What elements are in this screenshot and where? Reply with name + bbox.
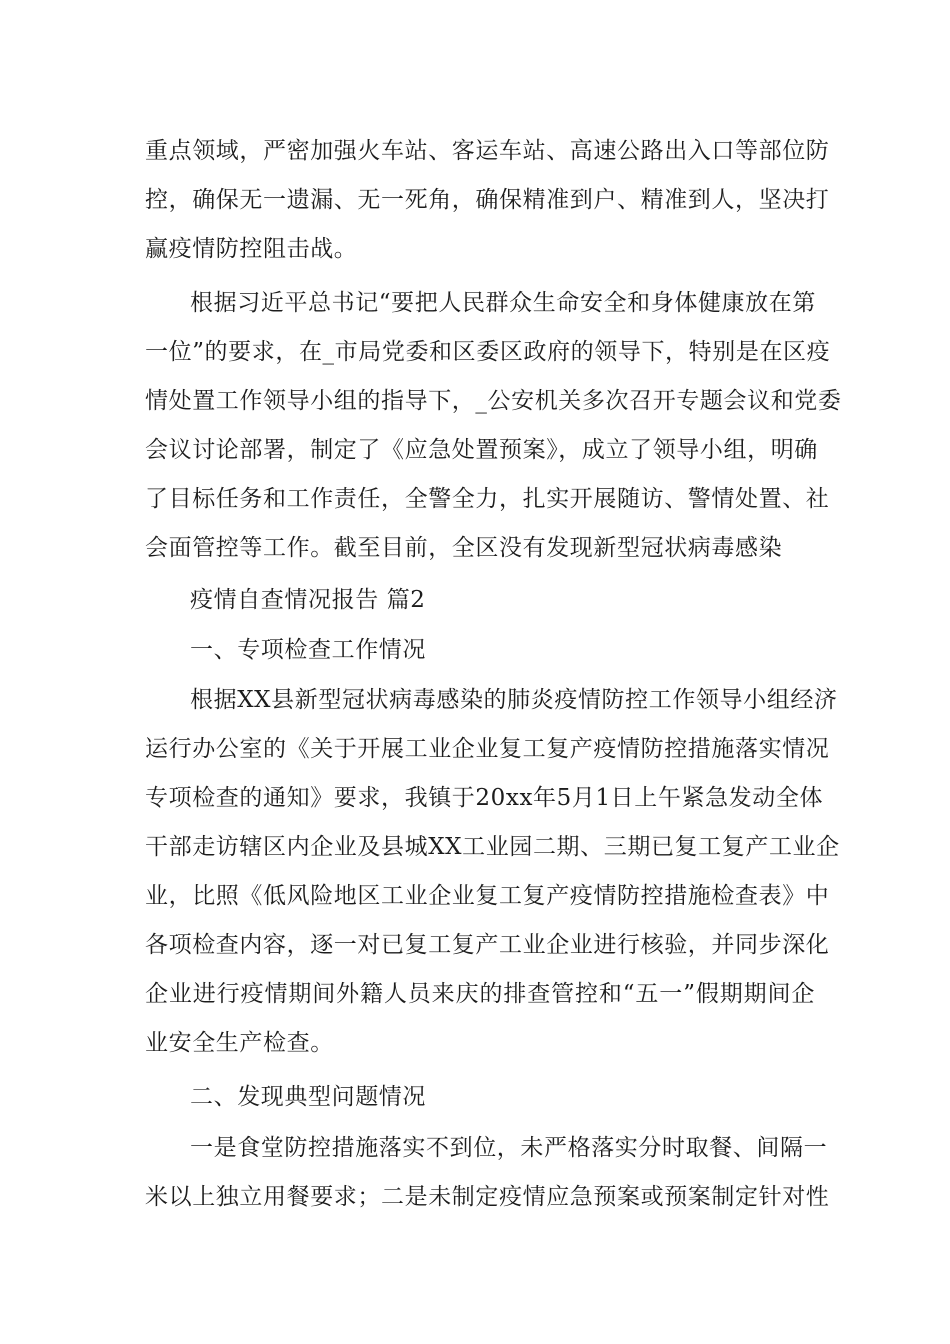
text-line-2: 控，确保无一遗漏、无一死角，确保精准到户、精准到人，坚决打: [145, 187, 830, 213]
text-line-7: 会议讨论部署，制定了《应急处置预案》，成立了领导小组，明确: [145, 437, 818, 463]
text-line-3: 赢疫情防控阻击战。: [145, 236, 358, 262]
text-line-17: 各项检查内容，逐一对已复工复产工业企业进行核验，并同步深化: [145, 932, 830, 958]
text-line-15: 干部走访辖区内企业及县城XX工业园二期、三期已复工复产工业企: [145, 834, 840, 860]
text-line-14: 专项检查的通知》要求，我镇于20xx年5月1日上午紧急发动全体: [145, 785, 824, 811]
text-line-16: 业，比照《低风险地区工业企业复工复产疫情防控措施检查表》中: [145, 883, 830, 909]
section-heading-2: 二、发现典型问题情况: [190, 1084, 426, 1110]
text-line-13: 运行办公室的《关于开展工业企业复工复产疫情防控措施落实情况: [145, 736, 830, 762]
text-line-18: 企业进行疫情期间外籍人员来庆的排查管控和“五一”假期期间企: [145, 981, 815, 1007]
text-line-8: 了目标任务和工作责任，全警全力，扎实开展随访、警情处置、社: [145, 486, 830, 512]
text-line-4: 根据习近平总书记“要把人民群众生命安全和身体健康放在第: [190, 290, 816, 316]
section-heading-1: 一、专项检查工作情况: [190, 637, 426, 663]
text-line-21: 一是食堂防控措施落实不到位，未严格落实分时取餐、间隔一: [190, 1135, 828, 1161]
text-line-1: 重点领域，严密加强火车站、客运车站、高速公路出入口等部位防: [145, 138, 830, 164]
text-line-19: 业安全生产检查。: [145, 1030, 334, 1056]
text-line-5: 一位”的要求，在_市局党委和区委区政府的领导下，特别是在区疫: [145, 339, 831, 365]
text-line-22: 米以上独立用餐要求；二是未制定疫情应急预案或预案制定针对性: [145, 1184, 830, 1210]
text-line-6: 情处置工作领导小组的指导下，_公安机关多次召开专题会议和党委: [145, 388, 842, 414]
text-line-9: 会面管控等工作。截至目前，全区没有发现新型冠状病毒感染: [145, 535, 783, 561]
section-title-part2: 疫情自查情况报告 篇2: [190, 587, 426, 613]
text-line-12: 根据XX县新型冠状病毒感染的肺炎疫情防控工作领导小组经济: [190, 687, 838, 713]
